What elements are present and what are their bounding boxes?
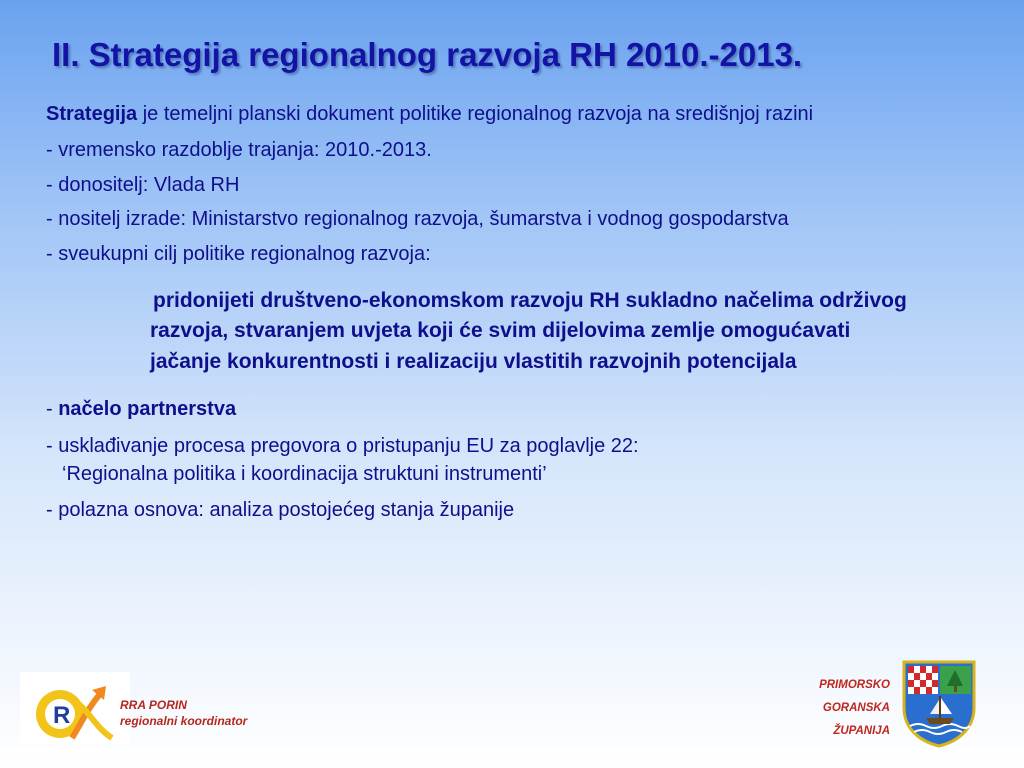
- county-line-3: ŽUPANIJA: [833, 725, 890, 737]
- county-crest-icon: [900, 656, 978, 748]
- harmonize-line: [46, 432, 1006, 489]
- goal-intro-line: - sveukupni cilj politike regionalnog razvoja:: [46, 242, 431, 265]
- rra-role: regionalni koordinator: [120, 714, 248, 729]
- harmonize-line-2: ‘Regionalna politika i koordinacija struktuni instrumenti’: [62, 463, 547, 486]
- rra-porin-logo-icon: [20, 672, 130, 744]
- maker-line: - nositelj izrade: Ministarstvo regionalnog razvoja, šumarstva i vodnog gospodarstva: [46, 208, 789, 231]
- rra-caption: [120, 697, 247, 729]
- partnership-dash: -: [46, 398, 59, 421]
- intro-bold: Strategija: [46, 103, 138, 125]
- county-caption: [790, 674, 890, 743]
- rra-name: RRA PORIN: [120, 698, 187, 712]
- harmonize-line-1: - usklađivanje procesa pregovora o pristupanju EU za poglavlje 22:: [46, 434, 639, 457]
- basis-line: - polazna osnova: analiza postojećeg stanja županije: [46, 499, 515, 522]
- partnership-line: [46, 395, 1006, 423]
- slide-body: [46, 100, 1006, 533]
- author-line: - donositelj: Vlada RH: [46, 173, 240, 196]
- period-line: - vremensko razdoblje trajanja: 2010.-2013.: [46, 139, 432, 162]
- county-line-2: GORANSKA: [822, 702, 890, 714]
- goal-text: pridonijeti društveno-ekonomskom razvoju RH sukladno načelima održivog razvoja, stvaranjem uvjeta koji će svim dijelovima zemlje omogućavati jačanje konkurentnosti i realizaciju vlastitih razvojnih potencijala: [150, 288, 907, 373]
- intro-paragraph: [46, 100, 1006, 128]
- partnership-bold: načelo partnerstva: [58, 398, 237, 421]
- svg-text:R: R: [53, 702, 71, 729]
- intro-rest: je temeljni planski dokument politike regionalnog razvoja na središnjoj razini: [137, 103, 814, 125]
- slide-title: II. Strategija regionalnog razvoja RH 2010.-2013.: [52, 36, 803, 73]
- county-line-1: PRIMORSKO: [819, 679, 890, 691]
